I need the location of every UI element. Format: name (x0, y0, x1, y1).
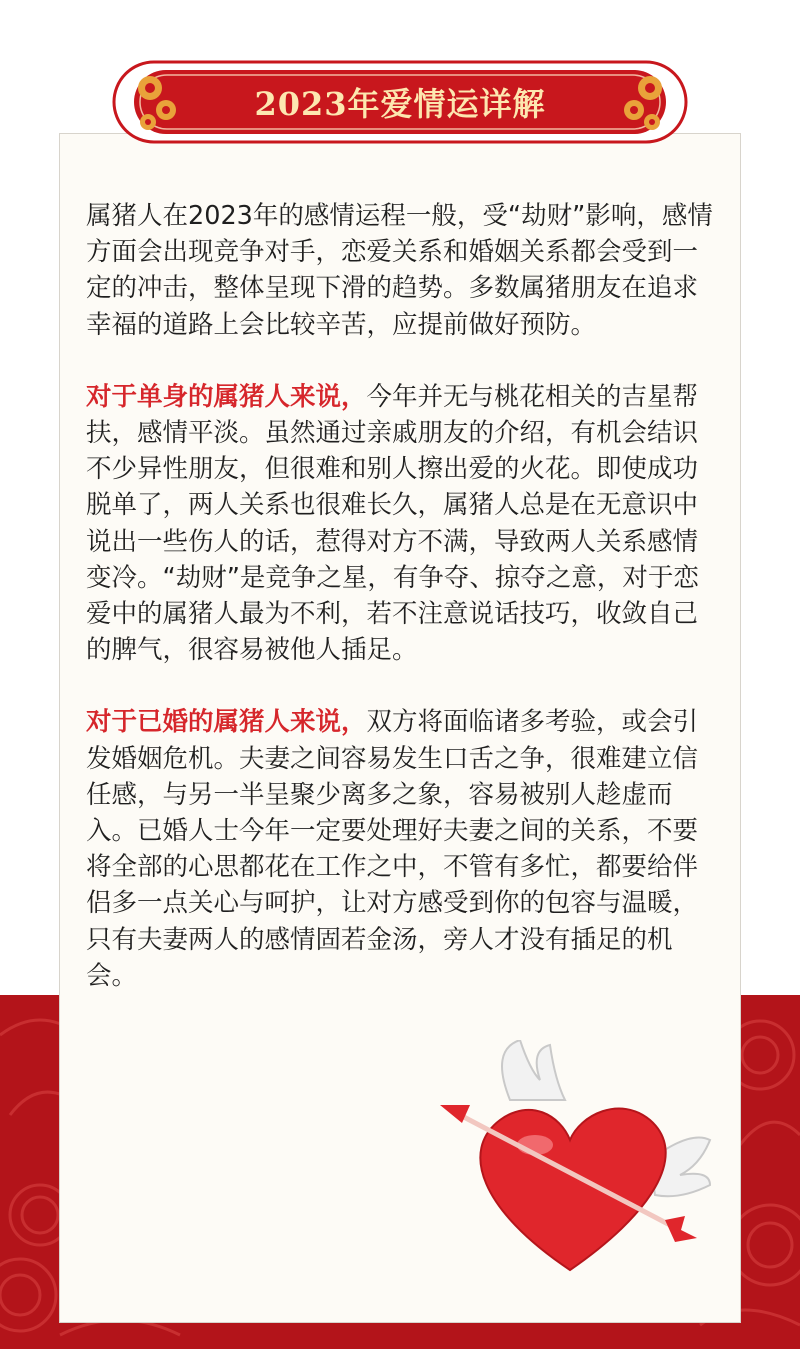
paragraph-single (86, 379, 714, 669)
paragraph-highlight: 对于单身的属猪人来说， (86, 381, 367, 412)
paragraph-married (86, 704, 714, 994)
paragraph-intro (86, 198, 714, 343)
winged-heart-icon (420, 1040, 720, 1280)
article-body (86, 198, 714, 1030)
title-banner (112, 58, 688, 146)
paragraph-text: 属猪人在2023年的感情运程一般，受“劫财”影响，感情方面会出现竞争对手，恋爱关系和婚姻关系都会受到一定的冲击，整体呈现下滑的趋势。多数属猪朋友在追求幸福的道路上会比较辛苦，应提前做好预防。 (86, 201, 713, 340)
paragraph-text: 今年并无与桃花相关的吉星帮扶，感情平淡。虽然通过亲戚朋友的介绍，有机会结识不少异性朋友，但很难和别人擦出爱的火花。即使成功脱单了，两人关系也很难长久，属猪人总是在无意识中说出一些伤人的话，惹得对方不满，导致两人关系感情变冷。“劫财”是竞争之星，有争夺、掠夺之意，对于恋爱中的属猪人最为不利，若不注意说话技巧，收敛自己的脾气，很容易被他人插足。 (86, 381, 699, 666)
paragraph-highlight: 对于已婚的属猪人来说， (86, 707, 367, 738)
paragraph-text: 双方将面临诸多考验，或会引发婚姻危机。夫妻之间容易发生口舌之争，很难建立信任感，与另一半呈聚少离多之象，容易被别人趁虚而入。已婚人士今年一定要处理好夫妻之间的关系，不要将全部的心思都花在工作之中，不管有多忙，都要给伴侣多一点关心与呵护，让对方感受到你的包容与温暖，只有夫妻两人的感情固若金汤，旁人才没有插足的机会。 (86, 707, 699, 991)
page-title: 2023年爱情运详解 (254, 85, 546, 123)
